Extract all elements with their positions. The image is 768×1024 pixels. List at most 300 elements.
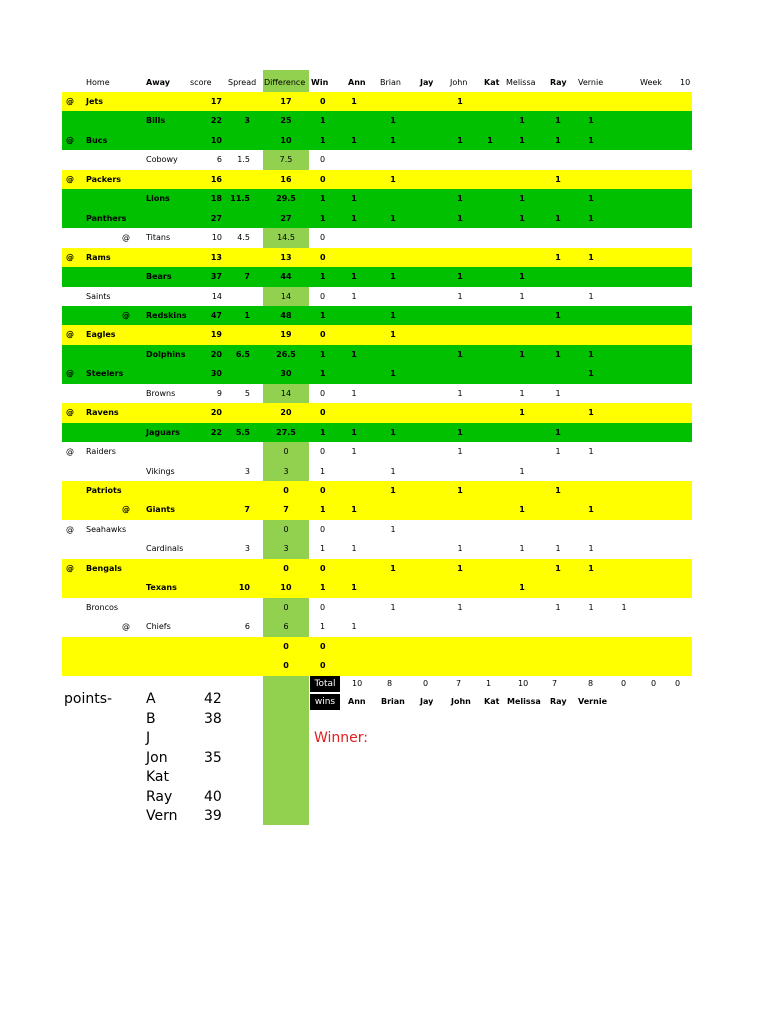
pick-cell (380, 539, 406, 559)
win-cell: 0 (320, 563, 326, 573)
pick-cell (504, 481, 540, 501)
pick-cell (380, 578, 406, 598)
pick-cell: 1 (519, 349, 525, 359)
win-cell: 0 (320, 155, 326, 165)
home-team: Seahawks (86, 524, 127, 534)
score-cell: 30 (210, 369, 222, 379)
game-row (62, 170, 692, 190)
spread-cell (224, 637, 250, 657)
points-value: 35 (204, 749, 222, 766)
win-cell: 1 (320, 622, 326, 632)
at-marker: @ (122, 622, 130, 632)
pick-cell (483, 384, 497, 404)
at-marker (66, 267, 80, 287)
pick-cell (344, 248, 364, 268)
home-team: Jets (86, 97, 103, 106)
difference-cell: 14 (280, 291, 292, 301)
pick-cell (450, 403, 470, 423)
pick-cell: 1 (351, 135, 357, 145)
away-team: Bears (146, 272, 172, 282)
pick-cell (483, 656, 497, 676)
score-cell (192, 539, 222, 559)
pick-cell (344, 462, 364, 482)
at-marker: @ (66, 174, 74, 184)
pick-cell (418, 325, 432, 345)
win-cell: 0 (320, 233, 326, 243)
pick-cell (418, 539, 432, 559)
difference-cell: 30 (280, 369, 292, 379)
home-team: Bengals (86, 563, 122, 573)
spread-cell: 3 (244, 466, 250, 476)
pick-cell (574, 617, 608, 637)
game-row (62, 92, 692, 112)
pick-cell: 1 (351, 97, 357, 106)
pick-cell (483, 423, 497, 443)
at-marker (66, 287, 80, 307)
spread-cell (224, 481, 250, 501)
home-team (86, 384, 146, 404)
at-marker (66, 111, 80, 131)
pick-cell (574, 228, 608, 248)
home-team: Patriots (86, 486, 122, 495)
at-marker (66, 462, 80, 482)
pick-cell (483, 559, 497, 579)
difference-cell: 26.5 (276, 349, 296, 359)
game-row (62, 442, 692, 462)
at-marker: @ (66, 563, 74, 573)
win-cell: 0 (320, 408, 326, 418)
pick-cell (450, 150, 470, 170)
away-team: Cardinals (146, 544, 184, 554)
wins-player-name: Ann (348, 697, 366, 706)
game-row (62, 462, 692, 482)
pick-cell (504, 520, 540, 540)
spread-cell: 1 (244, 310, 250, 320)
pick-cell (344, 111, 364, 131)
total-value: 8 (588, 679, 594, 688)
at-marker (66, 150, 80, 170)
pick-cell (483, 598, 497, 618)
total-value: 8 (387, 679, 393, 688)
pick-cell: 1 (351, 291, 357, 301)
spread-cell: 6.5 (235, 349, 250, 359)
score-cell: 10 (210, 135, 222, 145)
pick-cell (483, 462, 497, 482)
pick-cell (380, 345, 406, 365)
pick-cell: 1 (519, 291, 525, 301)
at-marker: @ (122, 233, 130, 243)
pick-cell: 1 (555, 602, 561, 612)
spread-cell: 7 (244, 272, 250, 282)
points-name: A (146, 691, 156, 707)
pick-cell: 1 (351, 349, 357, 359)
difference-cell: 29.5 (276, 194, 296, 204)
game-row (62, 306, 692, 326)
spread-cell (224, 209, 250, 229)
game-row (62, 617, 692, 637)
pick-cell (550, 520, 566, 540)
game-row (62, 364, 692, 384)
pick-cell: 1 (588, 194, 594, 204)
pick-cell: 1 (588, 602, 594, 612)
pick-cell: 1 (588, 116, 594, 126)
difference-cell: 17 (280, 97, 292, 106)
at-marker (66, 637, 80, 657)
score-cell: 20 (210, 408, 222, 418)
spread-cell (224, 656, 250, 676)
win-cell: 1 (320, 310, 326, 320)
home-team: Packers (86, 174, 122, 184)
pick-cell (450, 500, 470, 520)
win-cell: 1 (320, 213, 326, 223)
pick-cell: 1 (457, 602, 463, 612)
at-marker (66, 189, 80, 209)
game-row (62, 384, 692, 404)
pick-cell (574, 325, 608, 345)
pick-cell (418, 189, 432, 209)
wins-player-name: John (451, 697, 471, 706)
points-value: 38 (204, 710, 222, 727)
spread-cell (224, 131, 250, 151)
win-cell: 1 (320, 369, 326, 379)
pick-cell: 1 (457, 427, 463, 437)
pick-cell (380, 189, 406, 209)
pick-cell (450, 637, 470, 657)
game-row (62, 578, 692, 598)
game-row (62, 520, 692, 540)
header-player-jay: Jay (420, 78, 434, 87)
game-row (62, 267, 692, 287)
pick-cell (418, 442, 432, 462)
pick-cell (574, 520, 608, 540)
home-team: Bucs (86, 135, 108, 145)
pick-cell: 1 (351, 272, 357, 282)
pick-cell (483, 520, 497, 540)
pick-cell (344, 598, 364, 618)
pick-cell (450, 170, 470, 190)
score-cell (192, 637, 222, 657)
pick-cell: 1 (390, 369, 396, 379)
pick-cell (450, 578, 470, 598)
extra-pick-cell: 1 (621, 602, 627, 612)
score-cell (192, 442, 222, 462)
points-name: Jon (146, 749, 168, 766)
difference-cell: 7 (283, 505, 289, 515)
pick-cell: 1 (351, 447, 357, 457)
header-week-label: Week (640, 78, 662, 87)
pick-cell (483, 578, 497, 598)
pick-cell: 1 (588, 291, 594, 301)
at-marker (66, 578, 80, 598)
header-player-john: John (450, 78, 468, 87)
game-row (62, 248, 692, 268)
game-row (62, 637, 692, 657)
difference-cell: 0 (283, 641, 289, 651)
pick-cell (380, 92, 406, 112)
pick-cell (483, 92, 497, 112)
pick-cell: 1 (351, 583, 357, 593)
pick-cell (550, 228, 566, 248)
difference-cell: 14 (280, 388, 292, 398)
pick-cell: 1 (351, 622, 357, 632)
difference-cell: 0 (283, 524, 289, 534)
pick-cell (483, 209, 497, 229)
pick-cell: 1 (555, 116, 561, 126)
home-team (86, 423, 146, 443)
spread-cell: 10 (238, 583, 250, 593)
home-team (86, 150, 146, 170)
wins-player-name: Jay (420, 697, 434, 706)
pick-cell: 1 (555, 213, 561, 223)
pick-cell: 1 (588, 447, 594, 457)
pick-cell (418, 267, 432, 287)
pick-cell (483, 150, 497, 170)
pick-cell (504, 598, 540, 618)
score-cell (192, 520, 222, 540)
at-marker: @ (66, 369, 74, 379)
score-cell (192, 617, 222, 637)
pick-cell (344, 656, 364, 676)
pick-cell: 1 (519, 213, 525, 223)
header-home: Home (86, 78, 110, 87)
spread-cell (224, 92, 250, 112)
pick-cell (450, 248, 470, 268)
pick-cell (450, 325, 470, 345)
header-away: Away (146, 78, 170, 87)
pick-cell (380, 384, 406, 404)
at-marker: @ (66, 524, 74, 534)
pick-cell (483, 364, 497, 384)
at-marker: @ (66, 447, 74, 457)
points-label: points- (64, 691, 113, 707)
pick-cell (574, 170, 608, 190)
wins-player-name: Ray (550, 697, 567, 706)
pick-cell (450, 617, 470, 637)
difference-cell: 16 (280, 174, 292, 184)
home-team (86, 111, 146, 131)
pick-cell (483, 287, 497, 307)
win-cell: 0 (320, 524, 326, 534)
win-cell: 0 (320, 330, 326, 340)
game-row (62, 403, 692, 423)
game-row (62, 539, 692, 559)
home-team: Steelers (86, 369, 124, 379)
at-marker (66, 345, 80, 365)
home-team: Saints (86, 291, 111, 301)
at-marker (66, 481, 80, 501)
pick-cell: 1 (519, 408, 525, 418)
pick-cell (418, 287, 432, 307)
pick-cell (418, 500, 432, 520)
difference-cell: 0 (283, 602, 289, 612)
difference-cell: 0 (283, 447, 289, 457)
pick-cell: 1 (519, 116, 525, 126)
game-row (62, 325, 692, 345)
pick-cell: 1 (555, 447, 561, 457)
pick-cell (344, 325, 364, 345)
pick-cell (550, 325, 566, 345)
away-team: Redskins (146, 310, 187, 320)
score-cell: 20 (210, 349, 222, 359)
home-team (86, 500, 146, 520)
pick-cell: 1 (390, 116, 396, 126)
pick-cell: 1 (555, 544, 561, 554)
score-cell: 16 (210, 174, 222, 184)
pick-cell (418, 248, 432, 268)
spread-cell: 6 (244, 622, 250, 632)
pick-cell (450, 111, 470, 131)
pick-cell (483, 248, 497, 268)
wins-label: wins (310, 694, 340, 710)
win-cell: 0 (320, 291, 326, 301)
spread-cell (224, 170, 250, 190)
pick-cell (550, 500, 566, 520)
pick-cell: 1 (390, 310, 396, 320)
win-cell: 0 (320, 97, 326, 106)
pick-cell (483, 403, 497, 423)
pick-cell: 1 (519, 466, 525, 476)
game-row (62, 287, 692, 307)
pick-cell: 1 (390, 486, 396, 495)
pick-cell (483, 325, 497, 345)
at-marker: @ (122, 505, 130, 515)
pick-cell (550, 189, 566, 209)
pick-cell (418, 637, 432, 657)
pick-cell: 1 (519, 505, 525, 515)
score-cell: 18 (210, 194, 222, 204)
pick-cell (344, 228, 364, 248)
total-label: Total (310, 676, 340, 692)
home-team: Rams (86, 252, 111, 262)
pick-cell: 1 (588, 563, 594, 573)
home-team: Panthers (86, 213, 127, 223)
pick-cell (504, 442, 540, 462)
spread-cell (224, 287, 250, 307)
pick-cell (344, 637, 364, 657)
pick-cell: 1 (519, 388, 525, 398)
home-team (86, 462, 146, 482)
pick-cell (344, 481, 364, 501)
pick-cell: 1 (555, 427, 561, 437)
pick-cell: 1 (519, 135, 525, 145)
pick-cell: 1 (457, 97, 463, 106)
home-team (86, 306, 146, 326)
pick-cell: 1 (588, 408, 594, 418)
points-name: Ray (146, 788, 173, 805)
spread-cell: 11.5 (230, 194, 250, 204)
pick-cell (550, 617, 566, 637)
pick-cell: 1 (588, 369, 594, 379)
home-team (86, 228, 146, 248)
at-marker (66, 209, 80, 229)
pick-cell: 1 (487, 135, 493, 145)
pick-cell (380, 656, 406, 676)
pick-cell (574, 92, 608, 112)
pick-cell: 1 (390, 602, 396, 612)
pick-cell (550, 267, 566, 287)
pick-cell (483, 228, 497, 248)
at-marker (66, 656, 80, 676)
pick-cell (550, 150, 566, 170)
total-value: 0 (675, 679, 681, 688)
pick-cell: 1 (588, 252, 594, 262)
spread-cell (224, 520, 250, 540)
score-cell (192, 656, 222, 676)
pick-cell (418, 423, 432, 443)
score-cell: 6 (216, 155, 222, 165)
wins-player-name: Kat (484, 697, 500, 706)
score-cell (192, 481, 222, 501)
pick-cell: 1 (351, 213, 357, 223)
pick-cell: 1 (588, 213, 594, 223)
score-cell (192, 598, 222, 618)
pick-cell (344, 170, 364, 190)
pick-cell (418, 559, 432, 579)
score-cell: 10 (211, 233, 222, 243)
pick-cell (344, 150, 364, 170)
pick-cell (418, 131, 432, 151)
at-marker: @ (66, 330, 74, 340)
score-cell: 9 (216, 388, 222, 398)
difference-cell: 0 (283, 486, 289, 495)
difference-cell: 7.5 (279, 155, 293, 165)
win-cell: 0 (320, 252, 326, 262)
spread-cell: 3 (244, 544, 250, 554)
spread-cell: 1.5 (237, 155, 250, 165)
pick-cell (574, 462, 608, 482)
pick-cell: 1 (519, 194, 525, 204)
home-team: Ravens (86, 408, 119, 418)
win-cell: 0 (320, 174, 326, 184)
total-value: 7 (456, 679, 462, 688)
pick-cell: 1 (390, 330, 396, 340)
wins-player-name: Brian (381, 697, 405, 706)
header-difference: Difference (264, 78, 306, 87)
home-team (86, 578, 146, 598)
difference-cell: 3 (283, 466, 289, 476)
spread-cell: 5.5 (235, 427, 250, 437)
pick-cell (450, 228, 470, 248)
pick-cell (550, 403, 566, 423)
pick-cell (504, 325, 540, 345)
home-team (86, 656, 146, 676)
spread-cell (224, 442, 250, 462)
pick-cell (504, 228, 540, 248)
pick-cell: 1 (519, 544, 525, 554)
pick-cell (380, 228, 406, 248)
pick-cell (418, 578, 432, 598)
win-cell: 1 (320, 427, 326, 437)
pick-cell: 1 (555, 174, 561, 184)
pick-cell (574, 150, 608, 170)
away-team: Bills (146, 116, 166, 126)
win-cell: 0 (320, 447, 326, 457)
home-team (86, 539, 146, 559)
pick-cell (550, 92, 566, 112)
pick-cell: 1 (457, 563, 463, 573)
pick-cell (550, 637, 566, 657)
home-team (86, 267, 146, 287)
header-score: score (190, 78, 212, 87)
difference-cell: 10 (280, 583, 292, 593)
pick-cell (483, 170, 497, 190)
pick-cell (418, 520, 432, 540)
away-team: Titans (146, 233, 171, 243)
pick-cell: 1 (588, 505, 594, 515)
pick-cell (418, 170, 432, 190)
win-cell: 0 (320, 661, 326, 671)
pick-cell (574, 656, 608, 676)
